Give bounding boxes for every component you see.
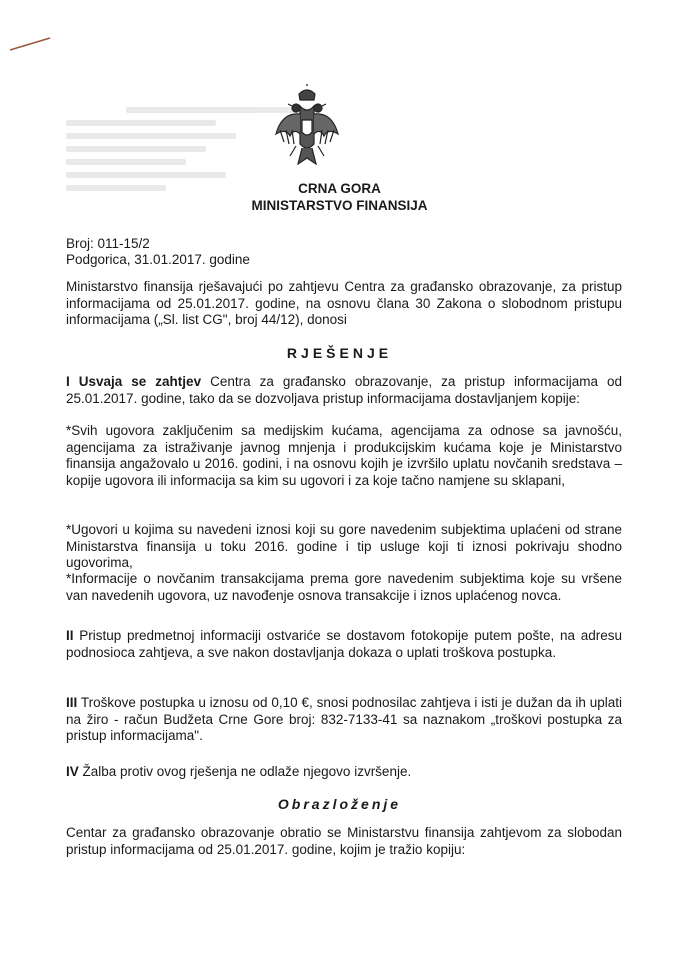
intro-paragraph: Ministarstvo finansija rješavajući po zahtjevu Centra za građansko obrazovanje, za pristup informacijama od 25.01.2017. godine, na osnovu člana 30 Zakona o slobodnom pristupu informacijama („Sl. list CG", broj 44/12), donosi xyxy=(66,279,622,327)
section-3-number: III xyxy=(66,695,78,710)
reasoning-title: Obrazloženje xyxy=(277,796,402,812)
pen-mark xyxy=(8,36,52,52)
item-3: *Informacije o novčanim transakcijama prema gore navedenim subjektima koje su vršene van navedenih ugovora, uz navođenje osnova transakcije i iznos uplaćenog novca. xyxy=(66,571,622,603)
section-3 xyxy=(66,695,622,745)
reasoning-paragraph: Centar za građansko obrazovanje obratio se Ministarstvu finansija zahtjevom za slobodan pristup informacijama od 25.01.2017. godine, kojim je tražio kopiju: xyxy=(66,825,622,857)
place-date: Podgorica, 31.01.2017. godine xyxy=(66,252,250,267)
section-1-lead: Usvaja se zahtjev xyxy=(78,374,202,389)
section-4-text: Žalba protiv ovog rješenja ne odlaže njegovo izvršenje. xyxy=(78,764,412,779)
section-2-number: II xyxy=(66,628,74,643)
section-2-text: Pristup predmetnoj informaciji ostvariće se dostavom fotokopije putem pošte, na adresu podnosioca zahtjeva, a sve nakon dostavljanja dokaza o uplati troškova postupka. xyxy=(66,628,622,660)
section-1-number: I xyxy=(66,374,70,389)
document-number: Broj: 011-15/2 xyxy=(66,236,150,251)
section-3-text: Troškove postupka u iznosu od 0,10 €, snosi podnosilac zahtjeva i isti je dužan da ih uplati na žiro - račun Budžeta Crne Gore broj: 832-7133-41 sa naznakom „troškovi postupka za pristup informacijama". xyxy=(66,695,622,743)
item-2: *Ugovori u kojima su navedeni iznosi koji su gore navedenim subjektima uplaćeni od strane Ministarstva finansija u toku 2016. godine i tip usluge koji ti iznosi pokrivaju shodno ugovorima, xyxy=(66,522,622,570)
section-4 xyxy=(66,764,622,781)
section-1 xyxy=(66,374,622,407)
header-ministry: MINISTARSTVO FINANSIJA xyxy=(251,198,428,213)
header-country: CRNA GORA xyxy=(298,181,381,196)
section-1-text: Centra za građansko obrazovanje, za pristup informacijama od 25.01.2017. godine, tako da se dozvoljava pristup informacijama dostavljanjem kopije: xyxy=(66,374,622,406)
decision-title: RJEŠENJE xyxy=(286,345,393,361)
section-2 xyxy=(66,628,622,661)
coat-of-arms-emblem xyxy=(272,84,342,176)
item-1: *Svih ugovora zaključenim sa medijskim kućama, agencijama za odnose sa javnošću, agencijama za istraživanje javnog mnjenja i produkcijskim kućama koje je Ministarstvo finansija angažovalo u 2016. godini, i na osnovu kojih je izvršilo uplatu novčanih sredstava – kopije ugovora ili informacija sa kim su ugovori i za koje tačno namjene su sklapani, xyxy=(66,423,622,488)
section-4-number: IV xyxy=(66,764,79,779)
